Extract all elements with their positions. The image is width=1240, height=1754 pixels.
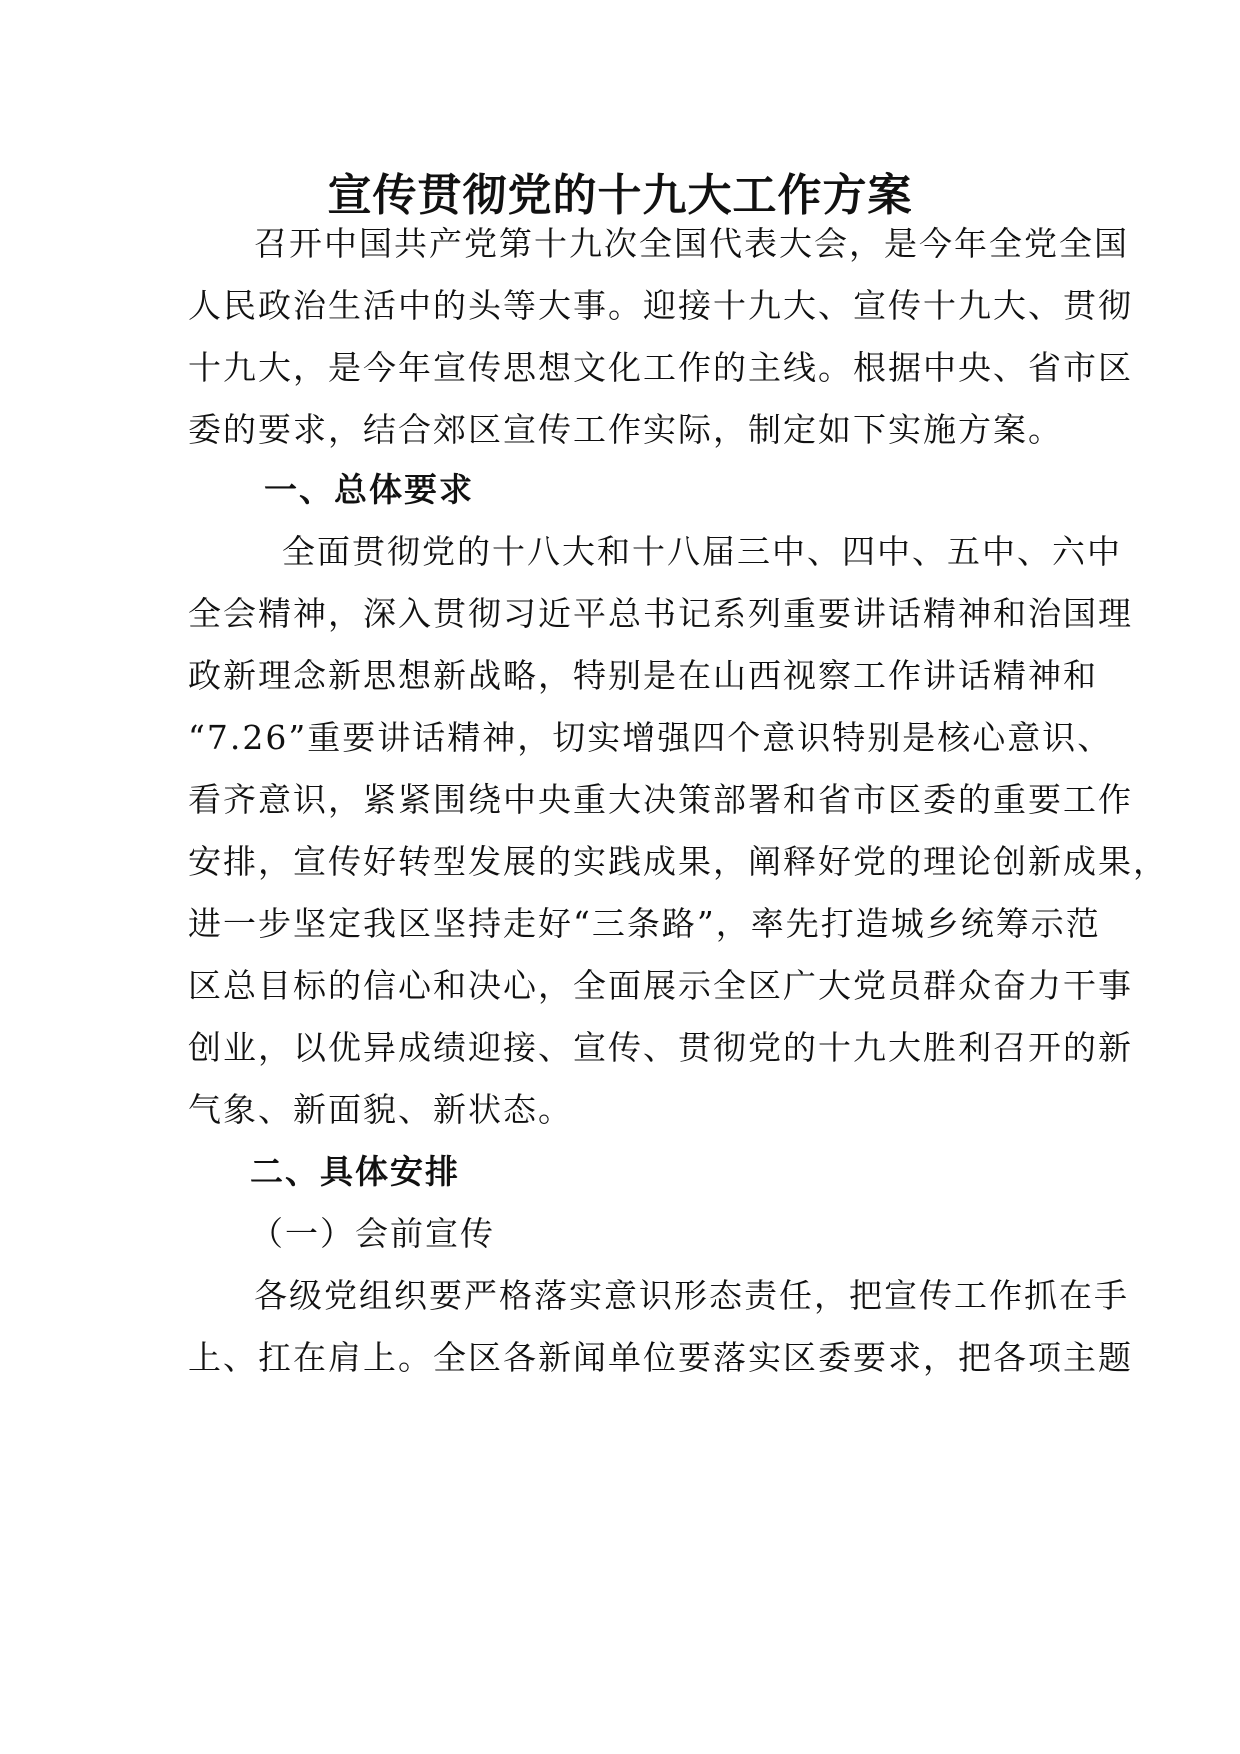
body-line: 各级党组织要严格落实意识形态责任，把宣传工作抓在手 [254, 1276, 1129, 1315]
body-line: 气象、新面貌、新状态。 [188, 1090, 573, 1129]
intro-line: 委的要求，结合郊区宣传工作实际，制定如下实施方案。 [188, 410, 1063, 449]
document-title: 宣传贯彻党的十九大工作方案 [327, 170, 913, 221]
body-line: 政新理念新思想新战略，特别是在山西视察工作讲话精神和 [188, 656, 1098, 695]
body-line: 全会精神，深入贯彻习近平总书记系列重要讲话精神和治国理 [188, 594, 1133, 633]
section-heading-specific-arrangements: 二、具体安排 [250, 1152, 460, 1191]
body-line: “7.26”重要讲话精神，切实增强四个意识特别是核心意识、 [188, 718, 1113, 757]
body-line: 创业，以优异成绩迎接、宣传、贯彻党的十九大胜利召开的新 [188, 1028, 1133, 1067]
body-line: 上、扛在肩上。全区各新闻单位要落实区委要求，把各项主题 [188, 1338, 1133, 1377]
body-line: 安排，宣传好转型发展的实践成果，阐释好党的理论创新成果， [188, 842, 1168, 881]
intro-line: 召开中国共产党第十九次全国代表大会，是今年全党全国 [254, 224, 1129, 263]
body-line: 区总目标的信心和决心，全面展示全区广大党员群众奋力干事 [188, 966, 1133, 1005]
section-heading-overall-requirements: 一、总体要求 [264, 470, 474, 509]
subsection-heading-pre-meeting-publicity: （一）会前宣传 [250, 1214, 495, 1253]
intro-line: 十九大，是今年宣传思想文化工作的主线。根据中央、省市区 [188, 348, 1133, 387]
body-line: 全面贯彻党的十八大和十八届三中、四中、五中、六中 [282, 532, 1122, 571]
body-line: 进一步坚定我区坚持走好“三条路”，率先打造城乡统筹示范 [188, 904, 1101, 943]
intro-line: 人民政治生活中的头等大事。迎接十九大、宣传十九大、贯彻 [188, 286, 1133, 325]
body-line: 看齐意识，紧紧围绕中央重大决策部署和省市区委的重要工作 [188, 780, 1133, 819]
